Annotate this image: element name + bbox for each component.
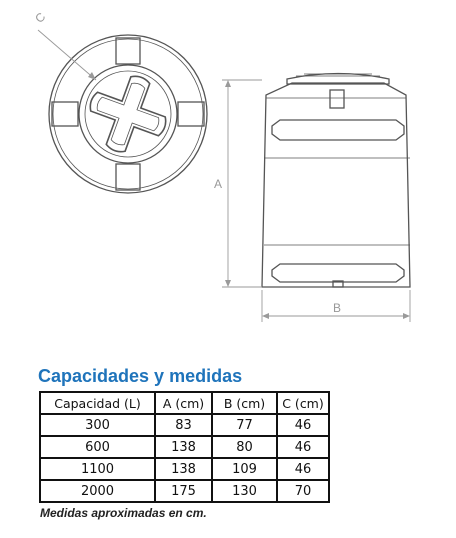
header-capacity: Capacidad (L) — [40, 392, 155, 414]
table-header-row — [40, 392, 329, 414]
section-title: Capacidades y medidas — [38, 366, 243, 386]
table-row — [40, 480, 329, 502]
cell-a: 175 — [155, 480, 212, 502]
top-rib-north — [116, 38, 140, 64]
capacity-table — [39, 391, 330, 503]
table-row — [40, 414, 329, 436]
table-row — [40, 436, 329, 458]
top-inner-ring — [79, 65, 177, 163]
cell-capacity: 1100 — [40, 458, 155, 480]
top-outer-ring — [49, 35, 207, 193]
cell-c: 46 — [277, 414, 329, 436]
cell-c: 46 — [277, 436, 329, 458]
top-outer-ring-inner — [53, 39, 203, 189]
dimension-a — [222, 80, 262, 287]
dimension-c-label: C — [32, 9, 49, 26]
cell-a: 138 — [155, 458, 212, 480]
dimension-c — [32, 10, 96, 80]
tank-body — [262, 83, 410, 287]
top-rib-west — [52, 102, 78, 126]
cell-b: 109 — [212, 458, 277, 480]
cell-capacity: 2000 — [40, 480, 155, 502]
top-rib-east — [178, 102, 204, 126]
dimension-a-label: A — [214, 177, 223, 191]
header-b: B (cm) — [212, 392, 277, 414]
cell-b: 130 — [212, 480, 277, 502]
footnote: Medidas aproximadas en cm. — [40, 506, 207, 520]
cell-capacity: 300 — [40, 414, 155, 436]
tank-side-view — [262, 74, 410, 288]
cell-a: 138 — [155, 436, 212, 458]
header-c: C (cm) — [277, 392, 329, 414]
cell-a: 83 — [155, 414, 212, 436]
cell-c: 70 — [277, 480, 329, 502]
cell-b: 80 — [212, 436, 277, 458]
lower-band — [272, 264, 404, 282]
tank-top-view — [49, 35, 207, 193]
tank-vent — [330, 90, 344, 108]
upper-band — [272, 120, 404, 140]
cell-capacity: 600 — [40, 436, 155, 458]
cell-b: 77 — [212, 414, 277, 436]
table-row — [40, 458, 329, 480]
cell-c: 46 — [277, 458, 329, 480]
header-a: A (cm) — [155, 392, 212, 414]
dimension-b-label: B — [333, 301, 342, 315]
top-rib-south — [116, 164, 140, 190]
